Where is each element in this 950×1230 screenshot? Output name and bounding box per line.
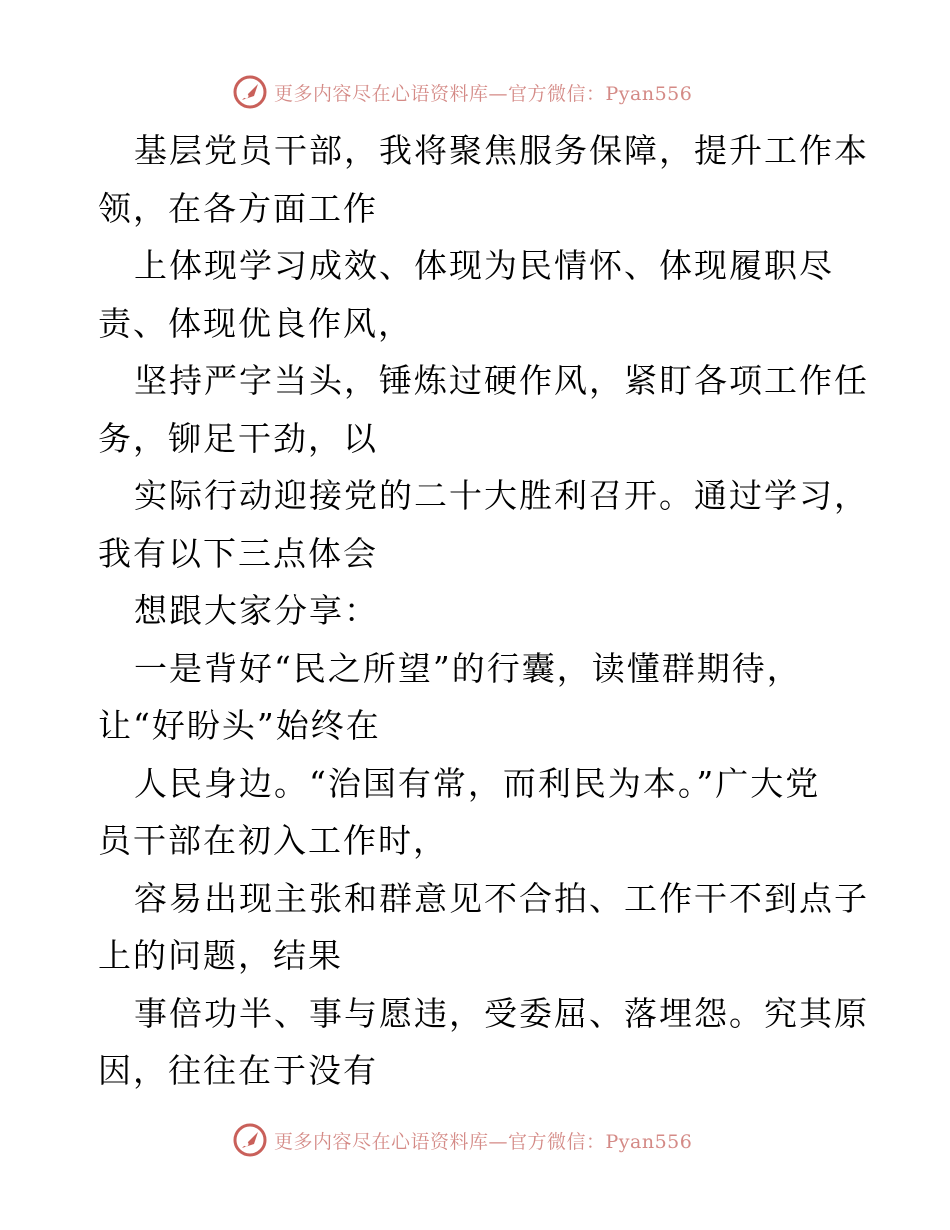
text-line: 想跟大家分享： xyxy=(134,591,379,630)
text-line: 责、体现优良作风， xyxy=(98,303,413,343)
text-line: 员干部在初入工作时， xyxy=(98,821,448,860)
text-line: 领，在各方面工作 xyxy=(98,188,378,228)
watermark-text: 更多内容尽在心语资料库—官方微信：Pyan556 xyxy=(274,82,693,105)
footer-watermark xyxy=(232,1120,792,1160)
text-line: 因，往往在于没有 xyxy=(98,1051,378,1090)
text-line: 人民身边。“治国有常，而利民为本。”广大党 xyxy=(134,763,821,803)
text-line: 事倍功半、事与愿违，受委屈、落埋怨。究其原 xyxy=(134,993,869,1033)
text-line: 一是背好“民之所望”的行囊，读懂群期待， xyxy=(134,648,802,688)
text-line: 容易出现主张和群意见不合拍、工作干不到点子 xyxy=(134,878,869,918)
header-watermark xyxy=(232,72,792,112)
quill-logo-icon xyxy=(232,74,268,110)
document-body xyxy=(98,122,868,1100)
text-line: 我有以下三点体会 xyxy=(98,533,378,573)
text-line: 实际行动迎接党的二十大胜利召开。通过学习， xyxy=(134,476,869,515)
quill-logo-icon xyxy=(232,1122,268,1158)
text-line: 上体现学习成效、体现为民情怀、体现履职尽 xyxy=(134,246,834,285)
text-line: 让“好盼头”始终在 xyxy=(98,706,381,745)
text-line: 坚持严字当头，锤炼过硬作风，紧盯各项工作任 xyxy=(134,361,869,400)
text-line: 上的问题，结果 xyxy=(98,936,343,975)
watermark-text: 更多内容尽在心语资料库—官方微信：Pyan556 xyxy=(274,1130,693,1153)
text-line: 务，铆足干劲，以 xyxy=(98,418,378,458)
text-line: 基层党员干部，我将聚焦服务保障，提升工作本 xyxy=(134,131,869,170)
